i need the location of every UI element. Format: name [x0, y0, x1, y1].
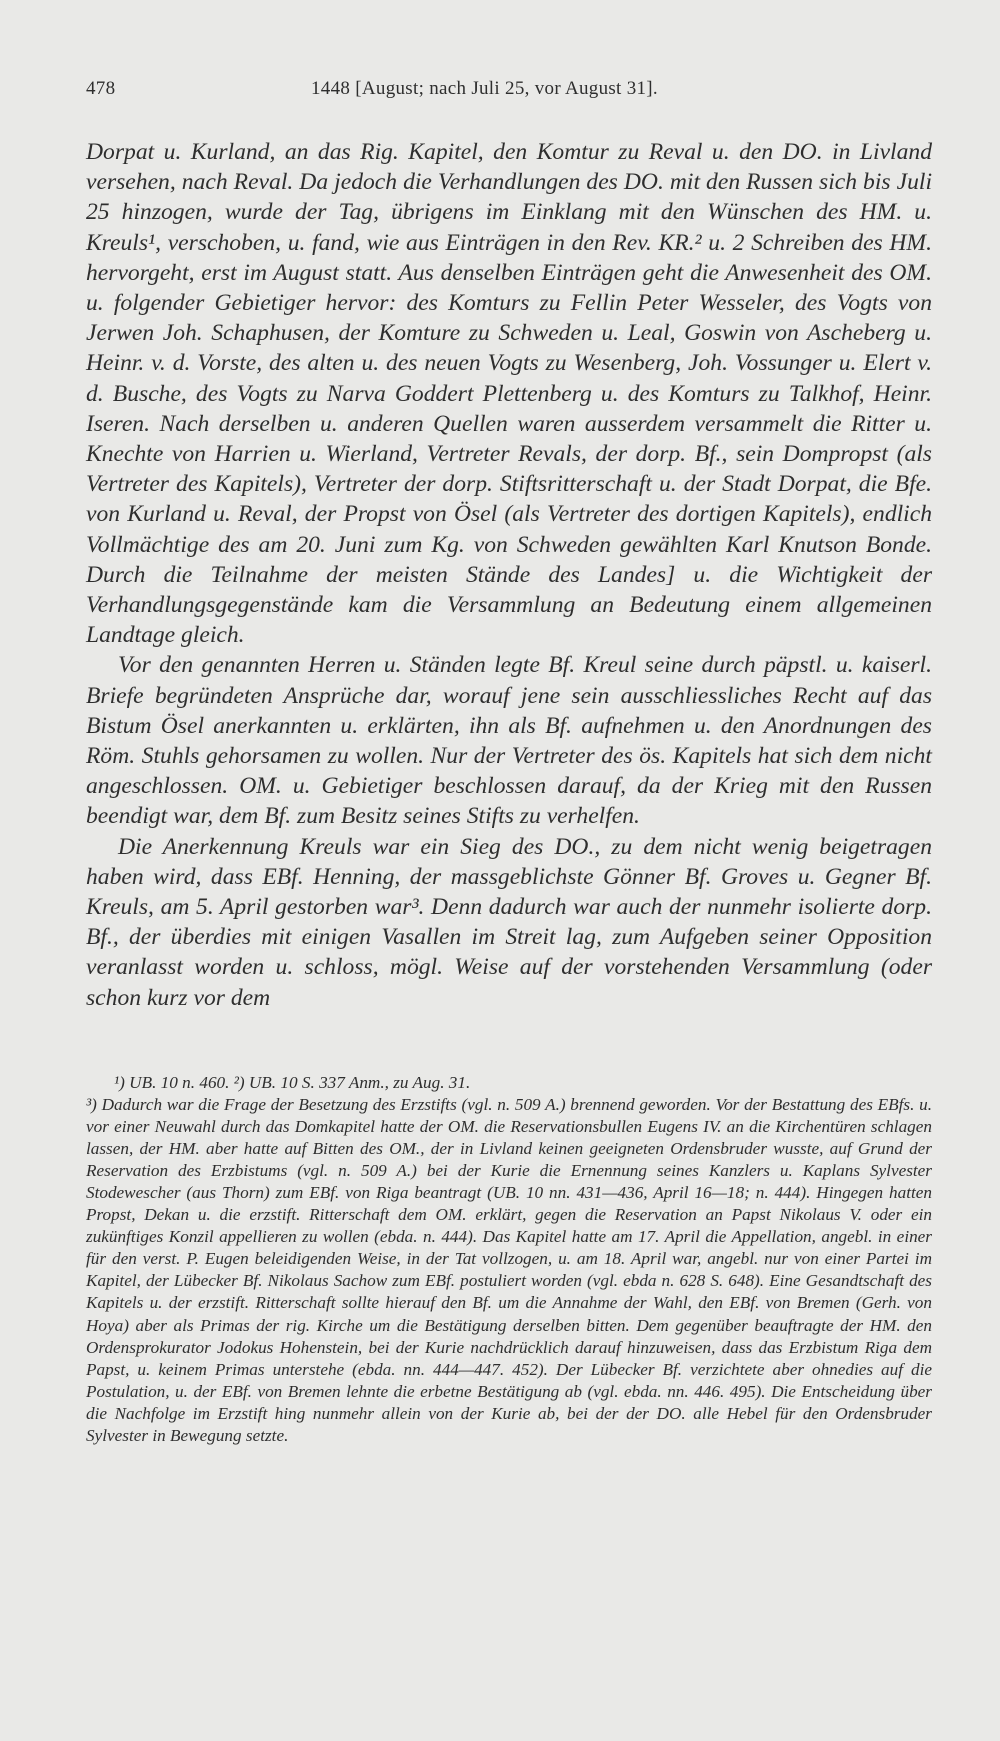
footnote-3: ³) Dadurch war die Frage der Besetzung des Erzstifts (vgl. n. 509 A.) brennend geworden. Vor der Bestattung des EBfs. u. vor einer Neuwahl durch das Domkapitel hatte der OM. die Reservationsbullen Eugens IV. an die Kirchentüren schlagen lassen, der HM. aber hatte auf Bitten des OM., der in Livland keinen geeigneten Ordensbruder wusste, auf Grund der Reservation des Erzbistums (vgl. n. 509 A.) bei der Kurie die Ernennung seines Kanzlers u. Kaplans Sylvester Stodewescher (aus Thorn) zum EBf. von Riga beantragt (UB. 10 nn. 431—436, April 16—18; n. 444). Hingegen hatten Propst, Dekan u. die erzstift. Ritterschaft dem OM. erklärt, gegen die Reservation an Papst Nikolaus V. oder ein zukünftiges Konzil appellieren zu wollen (ebda. n. 444). Das Kapitel hatte am 17. April die Appellation, angebl. in einer für den verst. P. Eugen beleidigenden Weise, in der Tat vollzogen, u. am 18. April war, angebl. nur von einer Partei im Kapitel, der Lübecker Bf. Nikolaus Sachow zum EBf. postuliert worden (vgl. ebda n. 628 S. 648). Eine Gesandtschaft des Kapitels u. der erzstift. Ritterschaft sollte hierauf den Bf. um die Annahme der Wahl, den EBf. von Bremen (Gerh. von Hoya) aber als Primas der rig. Kirche um die Bestätigung derselben bitten. Dem gegenüber beauftragte der HM. den Ordensprokurator Jodokus Hohenstein, bei der Kurie nachdrücklich darauf hinzuweisen, dass das Erzbistum Riga dem Papst, u. keinem Primas unterstehe (ebda. nn. 444—447. 452). Der Lübecker Bf. verzichtete aber ohnedies auf die Postulation, u. der EBf. von Bremen lehnte die erbetne Bestätigung ab (vgl. ebda. nn. 446. 495). Die Entscheidung über die Nachfolge im Erzstift hing nunmehr allein von der Kurie ab, bei der der DO. alle Hebel für den Ordensbruder Sylvester in Bewegung setzte. — [86, 1095, 932, 1445]
paragraph-2: Vor den genannten Herren u. Ständen legte Bf. Kreul seine durch päpstl. u. kaiserl. Briefe begründeten Ansprüche dar, worauf jene sein ausschliessliches Recht auf das Bistum Ösel anerkannten u. erklärten, ihn als Bf. aufnehmen u. den Anordnungen des Röm. Stuhls gehorsamen zu wollen. Nur der Vertreter des ös. Kapitels hat sich dem nicht angeschlossen. OM. u. Gebietiger beschlossen darauf, da der Krieg mit den Russen beendigt war, dem Bf. zum Besitz seines Stifts zu verhelfen. — [86, 652, 932, 830]
footnote-1-2: ¹) UB. 10 n. 460. ²) UB. 10 S. 337 Anm., zu Aug. 31. — [114, 1073, 471, 1092]
paragraph-1: Dorpat u. Kurland, an das Rig. Kapitel, den Komtur zu Reval u. den DO. in Livland versehen, nach Reval. Da jedoch die Verhandlungen des DO. mit den Russen sich bis Juli 25 hinzogen, wurde der Tag, übrigens im Einklang mit den Wünschen des HM. u. Kreuls¹, verschoben, u. fand, wie aus Einträgen in den Rev. KR.² u. 2 Schreiben des HM. hervorgeht, erst im August statt. Aus denselben Einträgen geht die Anwesenheit des OM. u. folgender Gebietiger hervor: des Komturs zu Fellin Peter Wesseler, des Vogts von Jerwen Joh. Schaphusen, der Komture zu Schweden u. Leal, Goswin von Ascheberg u. Heinr. v. d. Vorste, des alten u. des neuen Vogts zu Wesenberg, Joh. Vossunger u. Elert v. d. Busche, des Vogts zu Narva Goddert Plettenberg u. des Komturs zu Talkhof, Heinr. Iseren. Nach derselben u. anderen Quellen waren ausserdem versammelt die Ritter u. Knechte von Harrien u. Wierland, Vertreter Revals, der dorp. Bf., sein Dompropst (als Vertreter des Kapitels), Vertreter der dorp. Stiftsritterschaft u. der Stadt Dorpat, die Bfe. von Kurland u. Reval, der Propst von Ösel (als Vertreter des dortigen Kapitels), endlich Vollmächtige des am 20. Juni zum Kg. von Schweden gewählten Karl Knutson Bonde. Durch die Teilnahme der meisten Stände des Landes] u. die Wichtigkeit der Verhandlungsgegenstände kam die Versammlung an Bedeutung einem allgemeinen Landtage gleich. — [86, 139, 932, 649]
paragraph-3: Die Anerkennung Kreuls war ein Sieg des DO., zu dem nicht wenig beigetragen haben wird, dass EBf. Henning, der massgeblichste Gönner Bf. Groves u. Gegner Bf. Kreuls, am 5. April gestorben war³. Denn dadurch war auch der nunmehr isolierte dorp. Bf., der überdies mit einigen Vasallen im Streit lag, zum Aufgeben seiner Opposition veranlasst worden u. schloss, mögl. Weise auf der vorstehenden Versammlung (oder schon kurz vor dem — [86, 833, 932, 1011]
footnotes — [86, 1072, 932, 1447]
page-header — [86, 78, 936, 108]
page-number: 478 — [86, 78, 116, 99]
running-head: 1448 [August; nach Juli 25, vor August 31]. — [311, 78, 658, 99]
main-text — [86, 137, 932, 1013]
